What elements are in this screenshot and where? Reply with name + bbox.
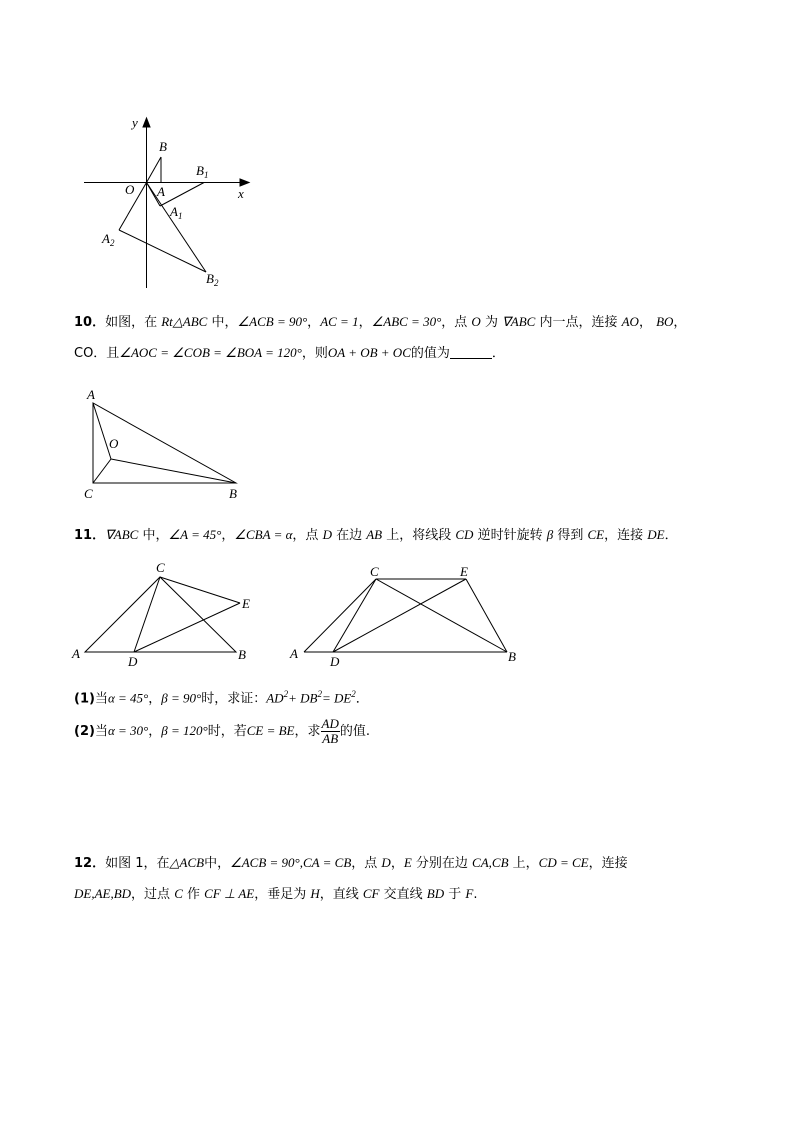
q11-math: CE = BE: [246, 723, 295, 738]
figure-q11-2: [280, 555, 540, 675]
segment-bo: [111, 459, 236, 483]
q10-line1: [74, 312, 686, 333]
segment-de: [333, 579, 466, 652]
q11-math: α = 30°: [107, 723, 149, 738]
q12-math: F: [465, 886, 474, 901]
label-b1: $B_1$: [196, 163, 209, 180]
q12-math: E: [403, 855, 412, 870]
q11-text: ，连接: [604, 528, 648, 543]
segment-co: [93, 459, 111, 483]
q11-math: β: [546, 527, 554, 542]
q12-math: CA,CB: [472, 855, 509, 870]
question-number: 12．: [74, 856, 106, 871]
label-a2: $A_2$: [102, 231, 115, 248]
q11-math: + DB: [288, 690, 318, 706]
segment-ob: [147, 157, 162, 183]
q11-text: 中，: [138, 528, 169, 543]
fraction-numerator: AD: [321, 716, 339, 731]
q11-text: ．: [664, 528, 678, 543]
q12-math: D: [381, 855, 391, 870]
label-c: C: [84, 486, 93, 501]
q10-math: ∠ABC = 30°: [371, 314, 442, 329]
question-number: 11．: [74, 528, 106, 543]
q11-text: 时，若: [207, 724, 247, 739]
x-axis-arrow: [240, 179, 249, 186]
exponent: 2: [283, 689, 289, 699]
q11-text: ，: [148, 724, 162, 739]
label-a: A: [72, 646, 80, 661]
q11-math: DE: [647, 527, 665, 542]
q11-text: 逆时针旋转: [473, 528, 547, 543]
label-d: D: [128, 654, 138, 669]
q10-text: ，则: [301, 346, 328, 361]
part-label: (1): [74, 691, 95, 707]
q12-math: CF ⊥ AE: [204, 886, 255, 901]
q11-text: ，求: [294, 724, 321, 739]
q12-text: ，直线: [319, 887, 363, 902]
q10-math: OA + OB + OC: [327, 345, 411, 360]
segment-cd: [134, 577, 160, 652]
q10-math: ∠ACB = 90°: [237, 314, 308, 329]
label-y: y: [132, 115, 138, 130]
label-b2: $B_2$: [206, 271, 219, 288]
label-o: O: [109, 436, 119, 451]
label-a: A: [87, 387, 95, 402]
label-x: x: [238, 186, 244, 201]
q12-text: ，: [390, 856, 404, 871]
segment-cb: [376, 579, 507, 652]
segment-ce: [160, 577, 240, 603]
q11-text: 得到: [553, 528, 588, 543]
q12-text: ，垂足为: [254, 887, 311, 902]
q10-text: ，: [307, 315, 321, 330]
q12-text: ，过点: [131, 887, 175, 902]
segment-ob2: [147, 183, 207, 273]
exponent: 2: [351, 689, 356, 699]
y-axis-arrow: [143, 118, 150, 127]
q11-part1: [74, 684, 369, 709]
q12-text: 如图 1，在: [105, 856, 170, 871]
q11-text: 时，求证：: [201, 691, 267, 707]
label-b: B: [508, 649, 516, 664]
q12-math: C: [174, 886, 183, 901]
q10-math: ∠AOC = ∠COB = ∠BOA = 120°: [119, 345, 302, 360]
figure-q9-coordinate: [0, 0, 794, 300]
q10-text: CO．且: [74, 346, 120, 361]
q11-text: ．: [355, 691, 369, 707]
q11-math: β = 90°: [161, 690, 202, 706]
q11-text: 的值.: [339, 724, 371, 739]
answer-blank[interactable]: [450, 344, 492, 359]
q11-text: 当: [94, 724, 108, 739]
q11-part2: [74, 714, 370, 749]
triangle-acb: [85, 577, 236, 652]
label-b: B: [238, 647, 246, 662]
q12-math: H: [310, 886, 320, 901]
q12-text: ，点: [351, 856, 382, 871]
label-c: C: [156, 560, 165, 575]
exponent: 2: [317, 689, 322, 699]
q10-text: 中，: [207, 315, 238, 330]
label-e: E: [242, 596, 250, 611]
q12-text: 中，: [204, 856, 231, 871]
q12-line2: [74, 884, 477, 905]
q11-math: α = 45°: [107, 690, 149, 706]
q11-math: D: [322, 527, 332, 542]
q11-math: ∠CBA = α: [234, 527, 293, 542]
q10-text: ．: [491, 346, 505, 361]
q11-stem: [74, 525, 678, 546]
q10-text: 如图，在: [105, 315, 162, 330]
q11-text: ，点: [292, 528, 323, 543]
q11-math: CE: [587, 527, 605, 542]
q11-math: = DE: [321, 690, 352, 706]
q12-math: BD: [426, 886, 445, 901]
segment-a2b2: [119, 230, 206, 272]
q11-text: ，: [148, 691, 162, 707]
q11-text: 在边: [331, 528, 367, 543]
q10-text: ，: [638, 315, 657, 330]
segment-a1b1: [160, 183, 204, 207]
q10-text: ，: [673, 315, 687, 330]
q11-math: AB: [366, 527, 383, 542]
q12-text: 上，: [508, 856, 539, 871]
label-a: A: [157, 184, 165, 199]
label-d: D: [330, 654, 340, 669]
label-o: O: [125, 182, 135, 197]
q12-text: 分别在边: [411, 856, 473, 871]
q11-math: CD: [455, 527, 474, 542]
q11-text: ，: [221, 528, 235, 543]
fraction-denominator: AB: [322, 731, 339, 746]
q11-math: AD: [266, 690, 284, 706]
q12-math: DE,AE,BD: [74, 886, 132, 901]
q12-math: △ACB: [169, 855, 205, 870]
q11-text: 上，将线段: [382, 528, 456, 543]
q10-text: 的值为: [410, 346, 450, 361]
q10-text: 内一点，连接: [535, 315, 622, 330]
q12-line1: [74, 853, 628, 874]
q10-line2: [74, 343, 505, 364]
label-c: C: [370, 564, 379, 579]
question-number: 10．: [74, 315, 106, 330]
q10-math: ∇ABC: [502, 314, 536, 329]
q11-math: ∠A = 45°: [168, 527, 222, 542]
label-a1: $A_1$: [170, 204, 183, 221]
q12-math: CD = CE: [538, 855, 589, 870]
q12-math: ∠ACB = 90°,CA = CB: [230, 855, 352, 870]
part-label: (2): [74, 724, 95, 739]
q12-text: ，连接: [588, 856, 628, 871]
q11-text: 当: [94, 691, 108, 707]
q12-text: 作: [182, 887, 205, 902]
q10-text: ，: [358, 315, 372, 330]
label-b: B: [229, 486, 237, 501]
q12-text: .: [473, 887, 478, 902]
q10-math: AO: [621, 314, 639, 329]
q12-math: CF: [362, 886, 380, 901]
q10-math: O: [471, 314, 481, 329]
label-b: B: [159, 139, 167, 154]
q11-math: ∇ABC: [105, 527, 139, 542]
q10-text: ，点: [441, 315, 472, 330]
q10-math: Rt△ABC: [161, 314, 208, 329]
label-e: E: [460, 564, 468, 579]
q10-text: 为: [480, 315, 503, 330]
fraction-ad-over-ab: [321, 717, 340, 746]
label-a: A: [290, 646, 298, 661]
q12-text: 交直线: [379, 887, 427, 902]
q12-text: 于: [444, 887, 466, 902]
figure-q11-1: [0, 555, 280, 675]
q10-math: BO: [656, 314, 674, 329]
segment-de: [134, 603, 240, 652]
q11-math: β = 120°: [161, 723, 208, 738]
q10-math: AC = 1: [320, 314, 359, 329]
figure-q10-triangle: [0, 380, 400, 505]
